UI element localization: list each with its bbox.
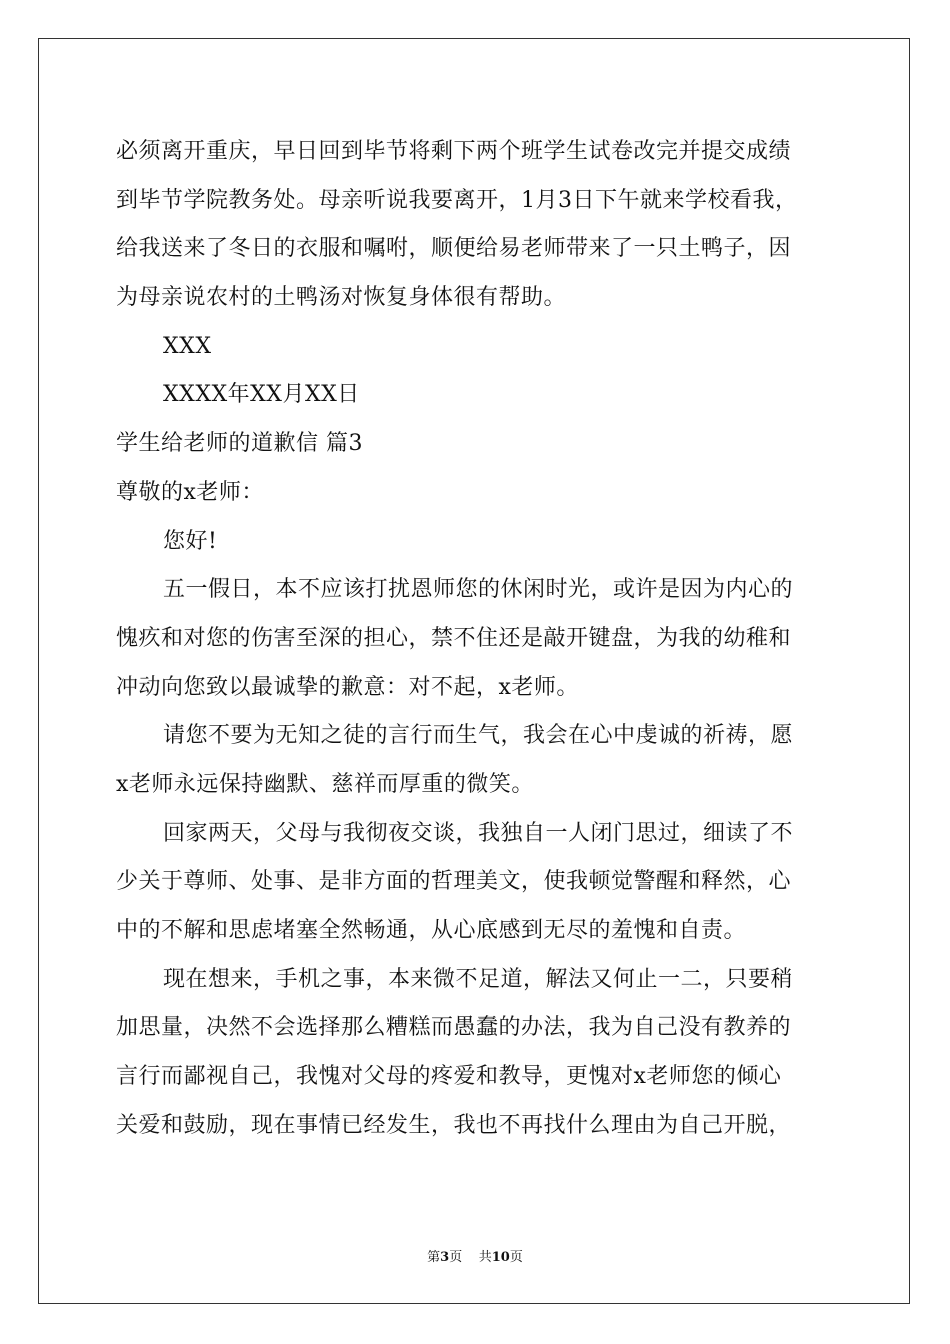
page-footer — [0, 1246, 950, 1265]
text-line: 必须离开重庆，早日回到毕节将剩下两个班学生试卷改完并提交成绩 — [116, 139, 792, 164]
text-line: 言行而鄙视自己，我愧对父母的疼爱和教导，更愧对x老师您的倾心 — [116, 1064, 782, 1090]
footer-total-prefix: 共 — [478, 1250, 492, 1265]
text-line: 学生给老师的道歉信 篇3 — [116, 431, 363, 457]
text-line: 冲动向您致以最诚挚的歉意：对不起，x老师。 — [116, 674, 579, 700]
text-line: 给我送来了冬日的衣服和嘱咐，顺便给易老师带来了一只土鸭子，因 — [116, 236, 792, 262]
text-line: 愧疚和对您的伤害至深的担心，禁不住还是敲开键盘，为我的幼稚和 — [116, 625, 792, 651]
text-line: XXXX年XX月XX日 — [163, 382, 360, 408]
text-line: 五一假日，本不应该打扰恩师您的休闲时光，或许是因为内心的 — [163, 577, 794, 603]
text-line: 到毕节学院教务处。母亲听说我要离开，1月3日下午就来学校看我， — [116, 187, 798, 213]
text-line: 加思量，决然不会选择那么糟糕而愚蠢的办法，我为自己没有教养的 — [116, 1015, 792, 1041]
text-line: 现在想来，手机之事，本来微不足道，解法又何止一二，只要稍 — [163, 966, 794, 992]
text-line: 尊敬的x老师： — [116, 479, 264, 505]
text-line: XXX — [163, 333, 212, 359]
footer-prefix: 第 — [427, 1250, 441, 1265]
footer-page-suffix: 页 — [449, 1250, 463, 1265]
footer-page-number: 3 — [440, 1250, 450, 1265]
text-line: 请您不要为无知之徒的言行而生气，我会在心中虔诚的祈祷，愿 — [163, 723, 794, 749]
text-line: 中的不解和思虑堵塞全然畅通，从心底感到无尽的羞愧和自责。 — [116, 918, 747, 943]
footer-total-suffix: 页 — [509, 1250, 523, 1265]
footer-total-number: 10 — [491, 1250, 510, 1265]
text-line: x老师永远保持幽默、慈祥而厚重的微笑。 — [116, 771, 534, 797]
text-line: 少关于尊师、处事、是非方面的哲理美文，使我顿觉警醒和释然，心 — [116, 869, 792, 895]
text-line: 关爱和鼓励，现在事情已经发生，我也不再找什么理由为自己开脱， — [116, 1112, 792, 1138]
document-body — [116, 128, 836, 1150]
text-line: 您好! — [163, 528, 218, 554]
text-line: 回家两天，父母与我彻夜交谈，我独自一人闭门思过，细读了不 — [163, 820, 794, 846]
text-line: 为母亲说农村的土鸭汤对恢复身体很有帮助。 — [116, 285, 567, 311]
